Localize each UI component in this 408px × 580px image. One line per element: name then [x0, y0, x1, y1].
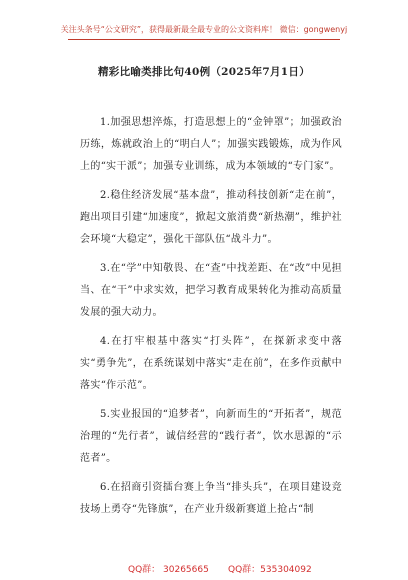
header-notice: 关注头条号“公文研究”，获得最新最全最专业的公文资料库！ 微信：gongwenyj: [60, 25, 348, 34]
paragraph-2: 2.稳住经济发展“基本盘”，推动科技创新“走在前”，跑出项目引建“加速度”，掀起文旅消费“新热潮”，维护社会环境“大稳定”，强化干部队伍“战斗力”。: [80, 190, 342, 245]
header-divider: [68, 39, 340, 40]
paragraph-4: 4.在打牢根基中落实“打头阵”，在探新求变中落实“勇争先”，在系统谋划中落实“走在前”，在多作贡献中落实“作示范”。: [80, 336, 342, 391]
document-body: [80, 112, 342, 528]
footer-qq-group-1: QQ群： 30265665: [128, 565, 209, 575]
paragraph-6: 6.在招商引资擂台赛上争当“排头兵”，在项目建设竞技场上勇夺“先锋旗”，在产业升级新赛道上抢占“制: [80, 482, 342, 515]
page-header: [0, 0, 408, 40]
document-title: 精彩比喻类排比句40例（2025年7月1日）: [97, 66, 311, 78]
paragraph-5: 5.实业报国的“追梦者”，向新而生的“开拓者”，规范治理的“先行者”，诚信经营的“践行者”，饮水思源的“示范者”。: [80, 409, 342, 464]
paragraph-3: 3.在“学”中知敬畏、在“查”中找差距、在“改”中见担当、在“干”中求实效，把学习教育成果转化为推动高质量发展的强大动力。: [80, 263, 342, 318]
paragraph-1: 1.加强思想淬炼，打造思想上的“金钟罩”；加强政治历练，炼就政治上的“明白人”；加强实践锻炼，成为作风上的“实干派”；加强专业训练，成为本领域的“专门家”。: [80, 117, 342, 172]
footer-qq-group-2: QQ群：535304092: [228, 565, 312, 575]
